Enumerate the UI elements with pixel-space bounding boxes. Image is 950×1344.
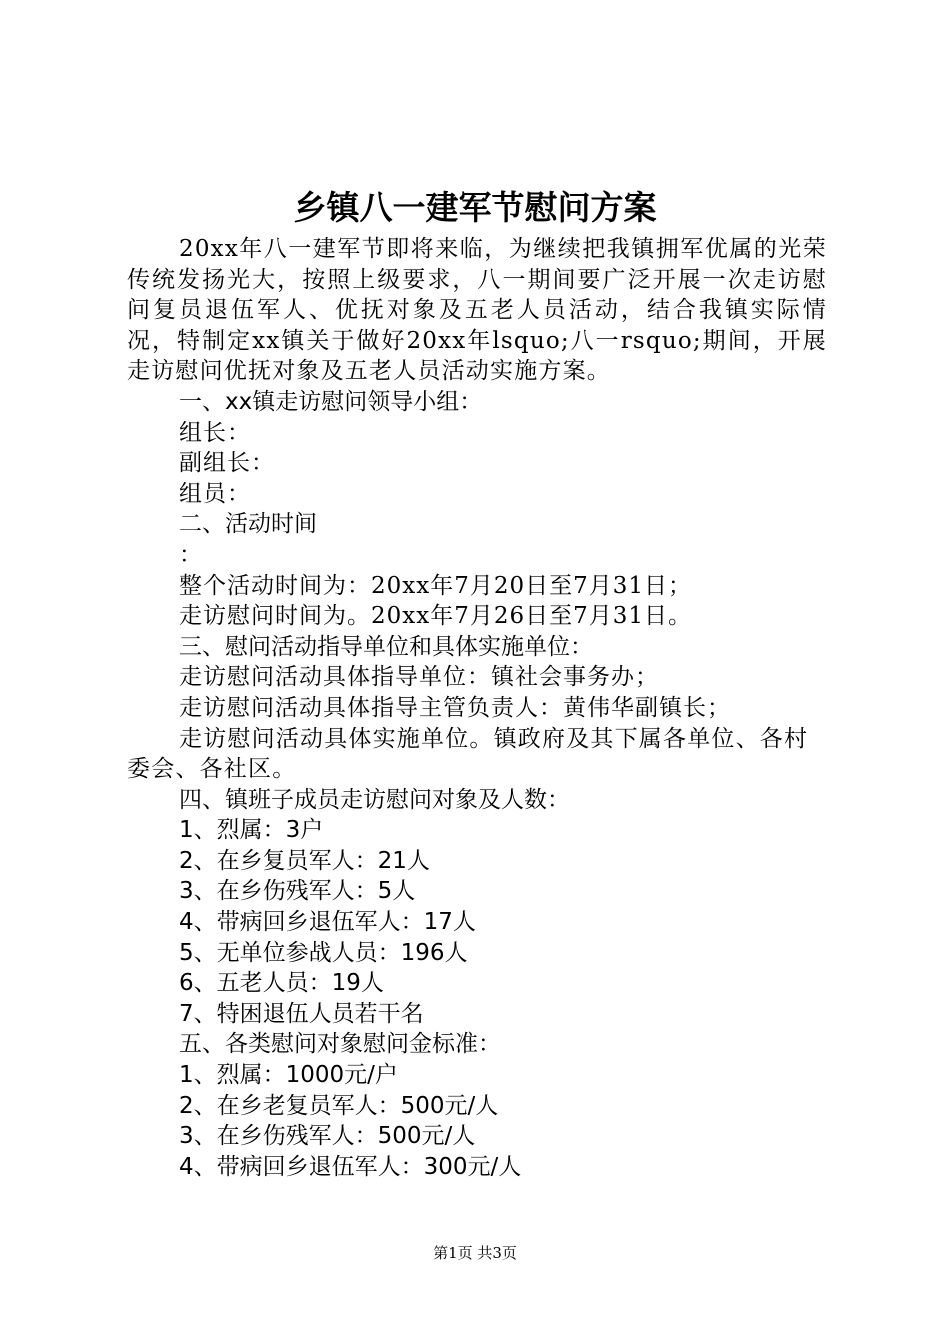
section4-item: 6、五老人员：19人 <box>179 970 384 997</box>
section5-item: 4、带病回乡退伍军人：300元/人 <box>179 1153 522 1180</box>
section3-item-guide-leader: 走访慰问活动具体指导主管负责人：黄伟华副镇长； <box>179 694 731 721</box>
section2-item-overall: 整个活动时间为：20xx年7月20日至7月31日； <box>179 572 693 599</box>
section4-item: 2、在乡复员军人：21人 <box>179 847 430 874</box>
page-number-footer: 第1页 共3页 <box>433 1244 517 1262</box>
section1-item-members: 组员： <box>179 480 251 507</box>
section4-item: 4、带病回乡退伍军人：17人 <box>179 909 476 936</box>
section1-heading: 一、xx镇走访慰问领导小组： <box>179 388 483 415</box>
section4-heading: 四、镇班子成员走访慰问对象及人数： <box>179 786 570 813</box>
section4-item: 3、在乡伤残军人：5人 <box>179 878 416 905</box>
document-title: 乡镇八一建军节慰问方案 <box>293 188 657 227</box>
section4-item: 1、烈属：3户 <box>179 817 324 844</box>
section2-colon: ： <box>179 541 203 568</box>
section3-item-guide-unit: 走访慰问活动具体指导单位：镇社会事务办； <box>179 664 659 691</box>
section2-item-visit: 走访慰问时间为。20xx年7月26日至7月31日。 <box>179 603 693 630</box>
section3-heading: 三、慰问活动指导单位和具体实施单位： <box>179 633 593 660</box>
intro-paragraph: 20xx年八一建军节即将来临，为继续把我镇拥军优属的光荣传统发扬光大，按照上级要求，八一期间要广泛开展一次走访慰问复员退伍军人、优抚对象及五老人员活动，结合我镇实际情况，特制定xx镇关于做好20xx年lsquo;八一rsquo;期间，开展走访慰问优抚对象及五老人员活动实施方案。 <box>127 236 827 385</box>
document-body <box>127 234 827 1182</box>
section5-item: 3、在乡伤残军人：500元/人 <box>179 1123 476 1150</box>
section5-item: 2、在乡老复员军人：500元/人 <box>179 1092 499 1119</box>
section4-item: 7、特困退伍人员若干名 <box>179 1000 424 1027</box>
section5-heading: 五、各类慰问对象慰问金标准： <box>179 1031 501 1058</box>
section4-item: 5、无单位参战人员：196人 <box>179 939 468 966</box>
section3-item-implement-unit: 走访慰问活动具体实施单位。镇政府及其下属各单位、各村委会、各社区。 <box>127 725 809 783</box>
section1-item-leader: 组长： <box>179 419 251 446</box>
section5-item: 1、烈属：1000元/户 <box>179 1062 398 1089</box>
section1-item-deputy: 副组长： <box>179 450 275 477</box>
section2-heading: 二、活动时间 <box>179 511 317 538</box>
